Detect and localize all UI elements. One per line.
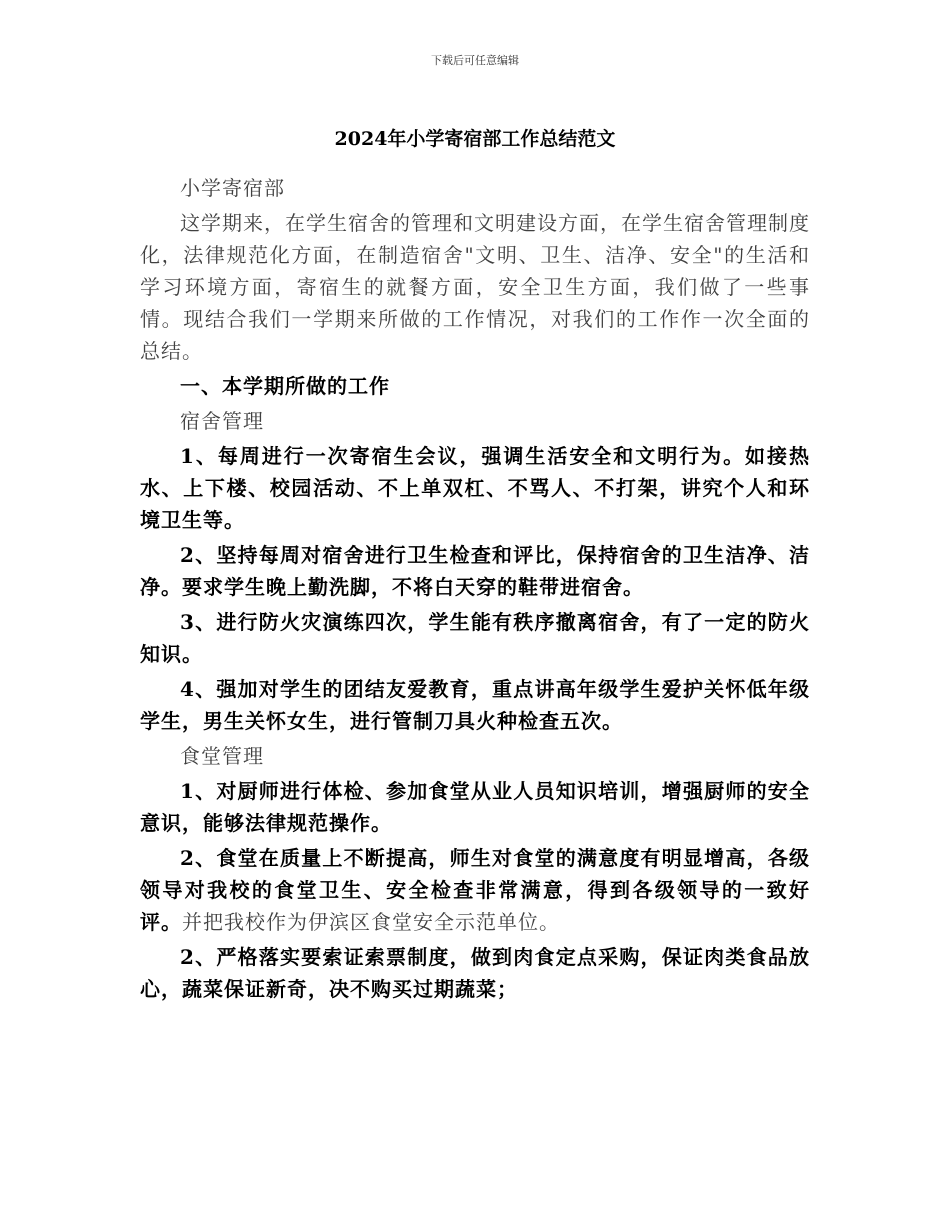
paragraph-canteen-item-3: 2、严格落实要索证索票制度，做到肉食定点采购，保证肉类食品放心，蔬菜保证新奇，决不购买过期蔬菜； <box>140 945 810 1001</box>
paragraph-dorm-item-4: 4、强加对学生的团结友爱教育，重点讲高年级学生爱护关怀低年级学生，男生关怀女生，进行管制刀具火种检查五次。 <box>140 677 810 733</box>
subheading-canteen-management: 食堂管理 <box>180 744 264 768</box>
document-title: 2024年小学寄宿部工作总结范文 <box>334 128 616 150</box>
document-body <box>140 172 810 1005</box>
paragraph-dorm-item-1: 1、每周进行一次寄宿生会议，强调生活安全和文明行为。如接热水、上下楼、校园活动、不上单双杠、不骂人、不打架，讲究个人和环境卫生等。 <box>140 444 810 532</box>
paragraph-canteen-item-2 <box>140 842 810 938</box>
paragraph-intro: 这学期来，在学生宿舍的管理和文明建设方面，在学生宿舍管理制度化，法律规范化方面，在制造宿舍"文明、卫生、洁净、安全"的生活和学习环境方面，寄宿生的就餐方面，安全卫生方面，我们做了一些事情。现结合我们一学期来所做的工作情况，对我们的工作作一次全面的总结。 <box>140 211 810 363</box>
section-heading-work-done: 一、本学期所做的工作 <box>180 374 390 398</box>
paragraph-canteen-item-2-main: 2、食堂在质量上不断提高，师生对食堂的满意度有明显增高，各级领导对我校的食堂卫生、安全检查非常满意，得到各级领导的一致好评。 <box>140 846 810 934</box>
page-header-note: 下载后可任意编辑 <box>431 54 519 67</box>
paragraph-canteen-item-2-tail: 并把我校作为伊滨区食堂安全示范单位。 <box>182 910 560 934</box>
paragraph-dorm-item-3: 3、进行防火灾演练四次，学生能有秩序撤离宿舍，有了一定的防火知识。 <box>140 610 810 666</box>
paragraph-department: 小学寄宿部 <box>180 176 285 200</box>
subheading-dormitory-management: 宿舍管理 <box>180 409 264 433</box>
paragraph-dorm-item-2: 2、坚持每周对宿舍进行卫生检查和评比，保持宿舍的卫生洁净、洁净。要求学生晚上勤洗脚，不将白天穿的鞋带进宿舍。 <box>140 543 810 599</box>
paragraph-canteen-item-1: 1、对厨师进行体检、参加食堂从业人员知识培训，增强厨师的安全意识，能够法律规范操作。 <box>140 779 810 835</box>
